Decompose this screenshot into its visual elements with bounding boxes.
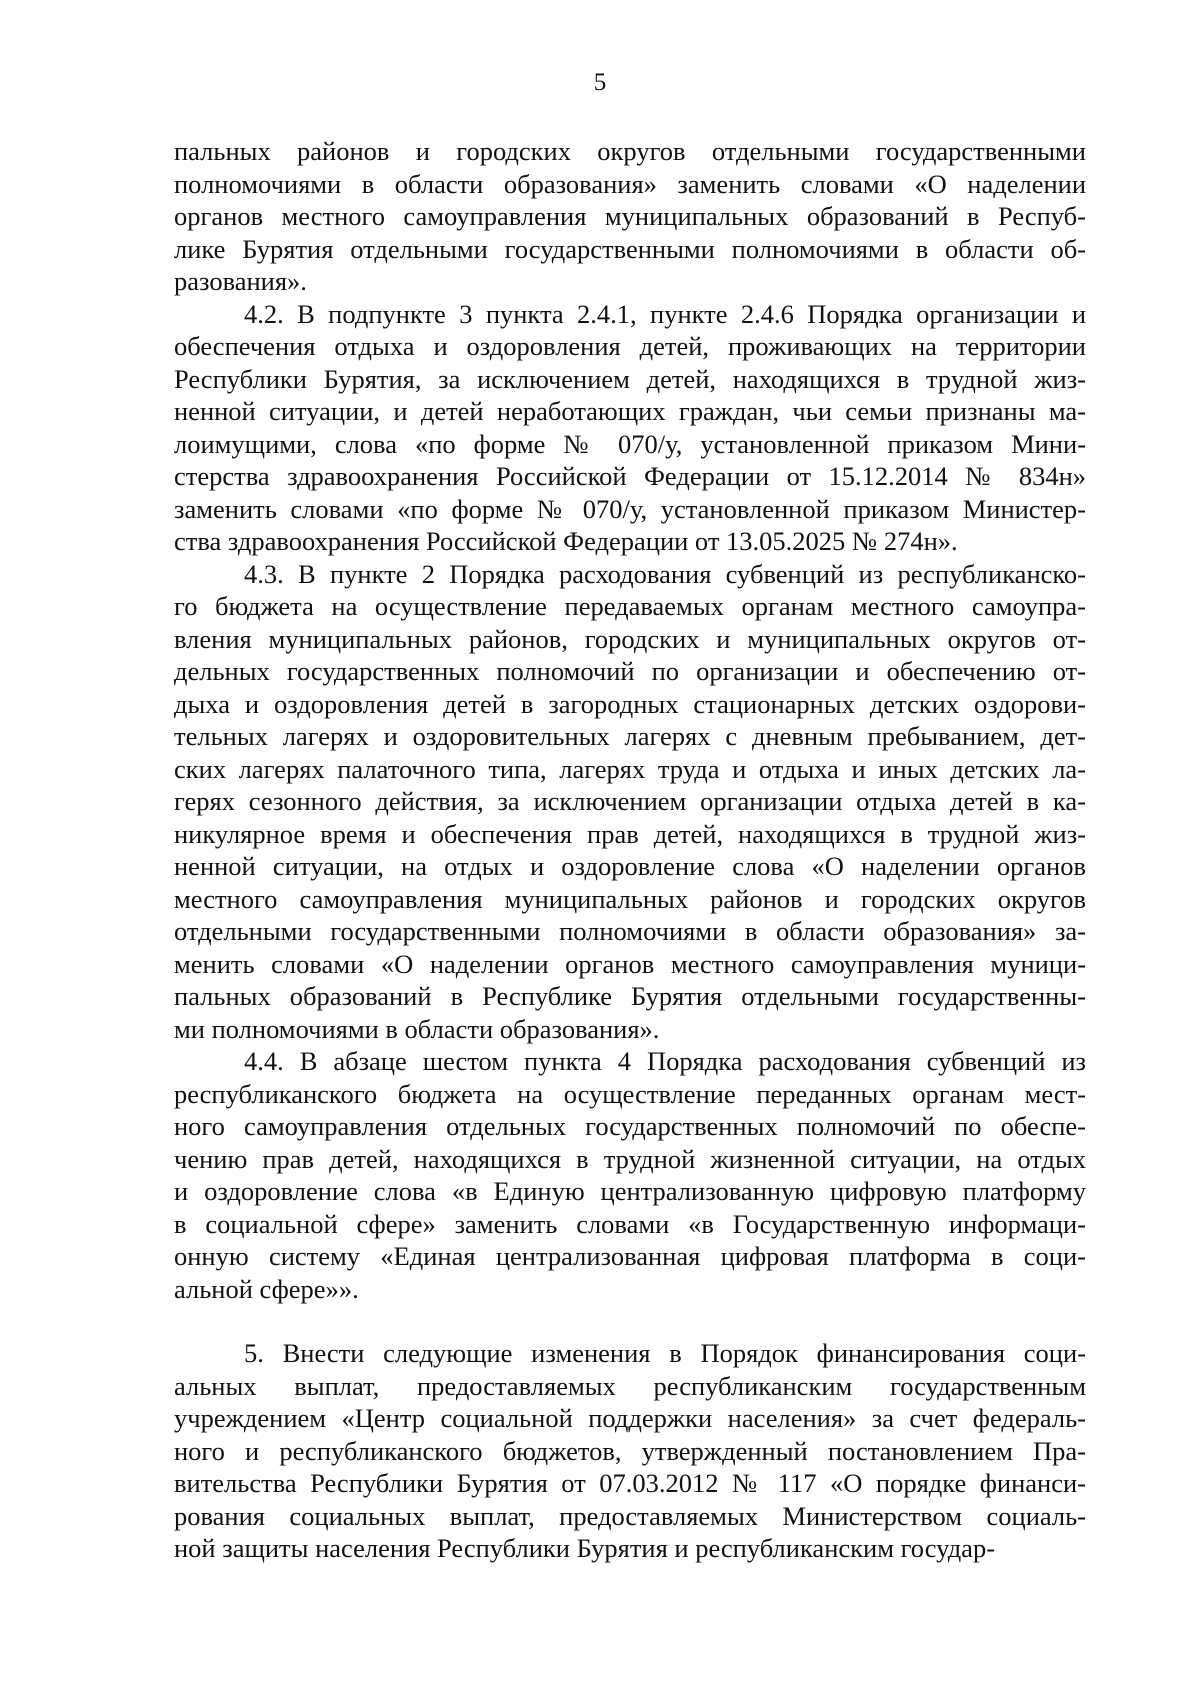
document-body xyxy=(174,135,1086,1565)
text-line: ненной ситуации, на отдых и оздоровление слова «О наделении органов xyxy=(174,851,1086,881)
text-line: вительства Республики Бурятия от 07.03.2012 № 117 «О порядке финанси- xyxy=(174,1468,1086,1498)
text-line: го бюджета на осуществление передаваемых органам местного самоупра- xyxy=(174,591,1086,621)
text-line: вления муниципальных районов, городских и муниципальных округов от- xyxy=(174,623,1086,654)
text-line: тельных лагерях и оздоровительных лагерях с дневным пребыванием, дет- xyxy=(174,721,1086,751)
text-line: 4.4. В абзаце шестом пункта 4 Порядка расходования субвенций из xyxy=(244,1046,1086,1076)
text-line: альных выплат, предоставляемых республиканским государственным xyxy=(174,1370,1086,1401)
text-line: 5. Внести следующие изменения в Порядок финансирования соци- xyxy=(244,1338,1086,1368)
text-line: ненной ситуации, и детей неработающих граждан, чьи семьи признаны ма- xyxy=(174,396,1086,426)
text-line: учреждением «Центр социальной поддержки населения» за счет федераль- xyxy=(174,1403,1086,1433)
text-line: отдельными государственными полномочиями в области образования» за- xyxy=(174,916,1086,946)
text-line: обеспечения отдыха и оздоровления детей, проживающих на территории xyxy=(174,331,1086,361)
text-line: республиканского бюджета на осуществление переданных органам мест- xyxy=(174,1078,1086,1109)
text-line: полномочиями в области образования» заменить словами «О наделении xyxy=(174,168,1086,199)
text-line: местного самоуправления муниципальных районов и городских округов xyxy=(174,883,1086,914)
text-line: в социальной сфере» заменить словами «в Государственную информаци- xyxy=(174,1208,1086,1239)
text-line: дельных государственных полномочий по организации и обеспечению от- xyxy=(174,656,1086,686)
text-line: Республики Бурятия, за исключением детей, находящихся в трудной жиз- xyxy=(174,363,1086,394)
text-line: заменить словами «по форме № 070/у, установленной приказом Министер- xyxy=(174,493,1086,524)
text-line: никулярное время и обеспечения прав детей, находящихся в трудной жиз- xyxy=(174,818,1086,849)
text-line: ной защиты населения Республики Бурятия и республиканским государ- xyxy=(174,1533,996,1563)
paragraph-p-5 xyxy=(174,1337,1086,1565)
text-line: ного самоуправления отдельных государственных полномочий по обеспе- xyxy=(174,1111,1086,1141)
text-line: лике Бурятия отдельными государственными полномочиями в области об- xyxy=(174,233,1086,264)
text-line: ми полномочиями в области образования». xyxy=(174,1013,660,1044)
text-line: чению прав детей, находящихся в трудной жизненной ситуации, на отдых xyxy=(174,1143,1086,1174)
text-line: рования социальных выплат, предоставляемых Министерством социаль- xyxy=(174,1500,1086,1531)
text-line: ного и республиканского бюджетов, утвержденный постановлением Пра- xyxy=(174,1435,1086,1466)
text-line: лоимущими, слова «по форме № 070/у, установленной приказом Мини- xyxy=(174,428,1086,459)
text-line: пальных образований в Республике Бурятия отдельными государственны- xyxy=(174,981,1086,1011)
text-line: альной сфере»». xyxy=(174,1273,359,1304)
paragraph-p-4-2 xyxy=(174,298,1086,558)
text-line: дыха и оздоровления детей в загородных стационарных детских оздорови- xyxy=(174,688,1086,719)
text-line: ских лагерях палаточного типа, лагерях труда и отдыха и иных детских ла- xyxy=(174,753,1086,784)
text-line: 4.2. В подпункте 3 пункта 2.4.1, пункте 2.4.6 Порядка организации и xyxy=(244,298,1086,329)
paragraph-p-4-4 xyxy=(174,1045,1086,1305)
text-line: и оздоровление слова «в Единую централизованную цифровую платформу xyxy=(174,1176,1086,1206)
paragraph-p-4-3 xyxy=(174,558,1086,1046)
text-line: стерства здравоохранения Российской Федерации от 15.12.2014 № 834н» xyxy=(174,461,1086,491)
text-line: герях сезонного действия, за исключением организации отдыха детей в ка- xyxy=(174,786,1086,816)
text-line: ства здравоохранения Российской Федерации от 13.05.2025 № 274н». xyxy=(174,526,958,556)
text-line: органов местного самоуправления муниципальных образований в Респуб- xyxy=(174,201,1086,231)
text-line: разования». xyxy=(174,266,307,296)
text-line: онную систему «Единая централизованная цифровая платформа в соци- xyxy=(174,1241,1086,1271)
page-number: 5 xyxy=(593,69,607,96)
text-line: 4.3. В пункте 2 Порядка расходования субвенций из республиканско- xyxy=(244,558,1086,589)
text-line: пальных районов и городских округов отдельными государственными xyxy=(174,136,1086,166)
text-line: менить словами «О наделении органов местного самоуправления муници- xyxy=(174,948,1086,979)
paragraph-p-cont xyxy=(174,135,1086,298)
